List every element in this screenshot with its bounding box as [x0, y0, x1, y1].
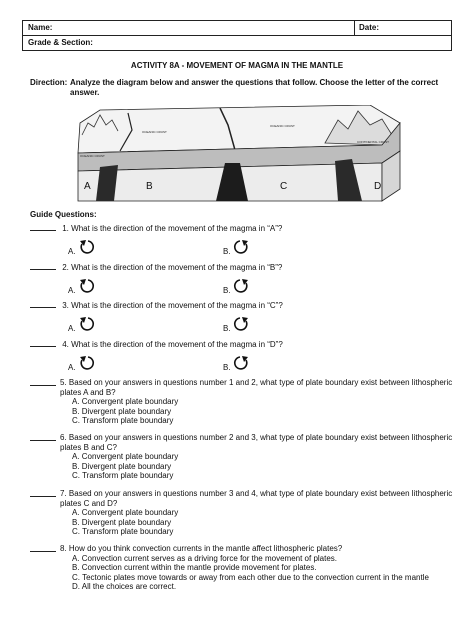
choice-a[interactable]: A. Convection current serves as a driving force for the movement of plates.: [72, 553, 338, 563]
name-field[interactable]: Name:: [23, 21, 355, 35]
question-body: [60, 489, 455, 537]
choice-a[interactable]: A. Convergent plate boundary: [72, 508, 179, 517]
option-b-label: B.: [223, 286, 231, 295]
option-a-label: A.: [68, 286, 76, 295]
question-body: [60, 378, 455, 426]
mantle-diagram: [70, 105, 406, 203]
question-3: [30, 300, 450, 311]
question-2: [30, 262, 450, 273]
answer-blank[interactable]: [30, 489, 56, 497]
choice-a[interactable]: A. Convergent plate boundary: [72, 397, 179, 406]
question-text: What is the direction of the movement of the magma in “B”?: [71, 263, 283, 272]
question-number: 7.: [60, 489, 67, 498]
question-number: 2.: [62, 263, 69, 272]
answer-blank[interactable]: [30, 378, 56, 386]
choice-a[interactable]: A. Convergent plate boundary: [72, 452, 179, 461]
clockwise-arrow-icon[interactable]: [232, 315, 250, 333]
diagram-small-label-2: OCEANIC CRUST: [270, 124, 295, 128]
diagram-label-c: C: [280, 181, 288, 192]
grade-section-field[interactable]: Grade & Section:: [28, 38, 93, 47]
clockwise-arrow-icon[interactable]: [232, 277, 250, 295]
direction: [30, 78, 450, 98]
choice-c[interactable]: C. Transform plate boundary: [72, 416, 174, 425]
question-8: [30, 544, 450, 591]
diagram-small-label-3: CONTINENTAL CRUST: [357, 140, 390, 144]
counterclockwise-arrow-icon[interactable]: [78, 277, 96, 295]
choice-c[interactable]: C. Tectonic plates move towards or away from each other due to the convection current in the mantle: [72, 572, 429, 582]
answer-blank[interactable]: [30, 262, 56, 270]
option-a-label: A.: [68, 363, 76, 372]
question-text: What is the direction of the movement of the magma in “D”?: [71, 340, 283, 349]
question-number: 4.: [62, 340, 69, 349]
counterclockwise-arrow-icon[interactable]: [78, 238, 96, 256]
choice-b[interactable]: B. Divergent plate boundary: [72, 406, 172, 416]
choice-b[interactable]: B. Convection current within the mantle provide movement for plates.: [72, 563, 317, 572]
question-number: 6.: [60, 433, 67, 442]
diagram-small-label-4: OCEANIC CRUST: [80, 154, 105, 158]
option-a-label: A.: [68, 324, 76, 333]
clockwise-arrow-icon[interactable]: [232, 354, 250, 372]
choice-c[interactable]: C. Transform plate boundary: [72, 471, 174, 480]
counterclockwise-arrow-icon[interactable]: [78, 315, 96, 333]
choice-b[interactable]: B. Divergent plate boundary: [72, 517, 172, 527]
option-b-label: B.: [223, 324, 231, 333]
clockwise-arrow-icon[interactable]: [232, 238, 250, 256]
diagram-label-b: B: [146, 181, 153, 192]
question-6: [30, 433, 453, 480]
question-text: What is the direction of the movement of the magma in “A”?: [71, 224, 283, 233]
date-field[interactable]: Date:: [359, 23, 380, 32]
question-4: [30, 339, 450, 350]
option-a-label: A.: [68, 247, 76, 256]
question-1: [30, 223, 450, 234]
direction-text: Analyze the diagram below and answer the questions that follow. Choose the letter of the correct answer.: [70, 78, 439, 97]
option-b-label: B.: [223, 363, 231, 372]
question-text: What is the direction of the movement of the magma in “C”?: [71, 301, 283, 310]
question-number: 5.: [60, 378, 67, 387]
question-text: Based on your answers in questions number 2 and 3, what type of plate boundary exist between lithospheric plates B and C?: [60, 433, 453, 452]
answer-blank[interactable]: [30, 223, 56, 231]
option-b-label: B.: [223, 247, 231, 256]
answer-blank[interactable]: [30, 339, 56, 347]
question-number: 8.: [60, 544, 67, 553]
question-7: [30, 489, 453, 536]
choice-b[interactable]: B. Divergent plate boundary: [72, 461, 172, 471]
grade-row: [23, 36, 451, 50]
question-number: 1.: [62, 224, 69, 233]
guide-questions-heading: Guide Questions:: [30, 210, 97, 219]
activity-title: ACTIVITY 8A - MOVEMENT OF MAGMA IN THE MANTLE: [130, 61, 344, 70]
question-body: [60, 544, 455, 592]
question-body: [60, 433, 455, 481]
question-text: Based on your answers in questions number 3 and 4, what type of plate boundary exist between lithospheric plates C and D?: [60, 489, 453, 508]
question-number: 3.: [62, 301, 69, 310]
question-text: Based on your answers in questions number 1 and 2, what type of plate boundary exist between lithospheric plates A and B?: [60, 378, 453, 397]
diagram-small-label-1: OCEANIC CRUST: [142, 130, 167, 134]
diagram-label-d: D: [374, 181, 382, 192]
diagram-label-a: A: [84, 181, 91, 192]
answer-blank[interactable]: [30, 300, 56, 308]
choice-d[interactable]: D. All the choices are correct.: [72, 582, 177, 591]
answer-blank[interactable]: [30, 433, 56, 441]
student-info-table: [22, 20, 452, 51]
question-5: [30, 378, 453, 425]
name-date-row: [23, 21, 451, 36]
question-text: How do you think convection currents in the mantle affect lithospheric plates?: [68, 544, 343, 553]
choice-c[interactable]: C. Transform plate boundary: [72, 527, 174, 536]
counterclockwise-arrow-icon[interactable]: [78, 354, 96, 372]
direction-label: Direction:: [30, 78, 68, 87]
answer-blank[interactable]: [30, 544, 56, 552]
